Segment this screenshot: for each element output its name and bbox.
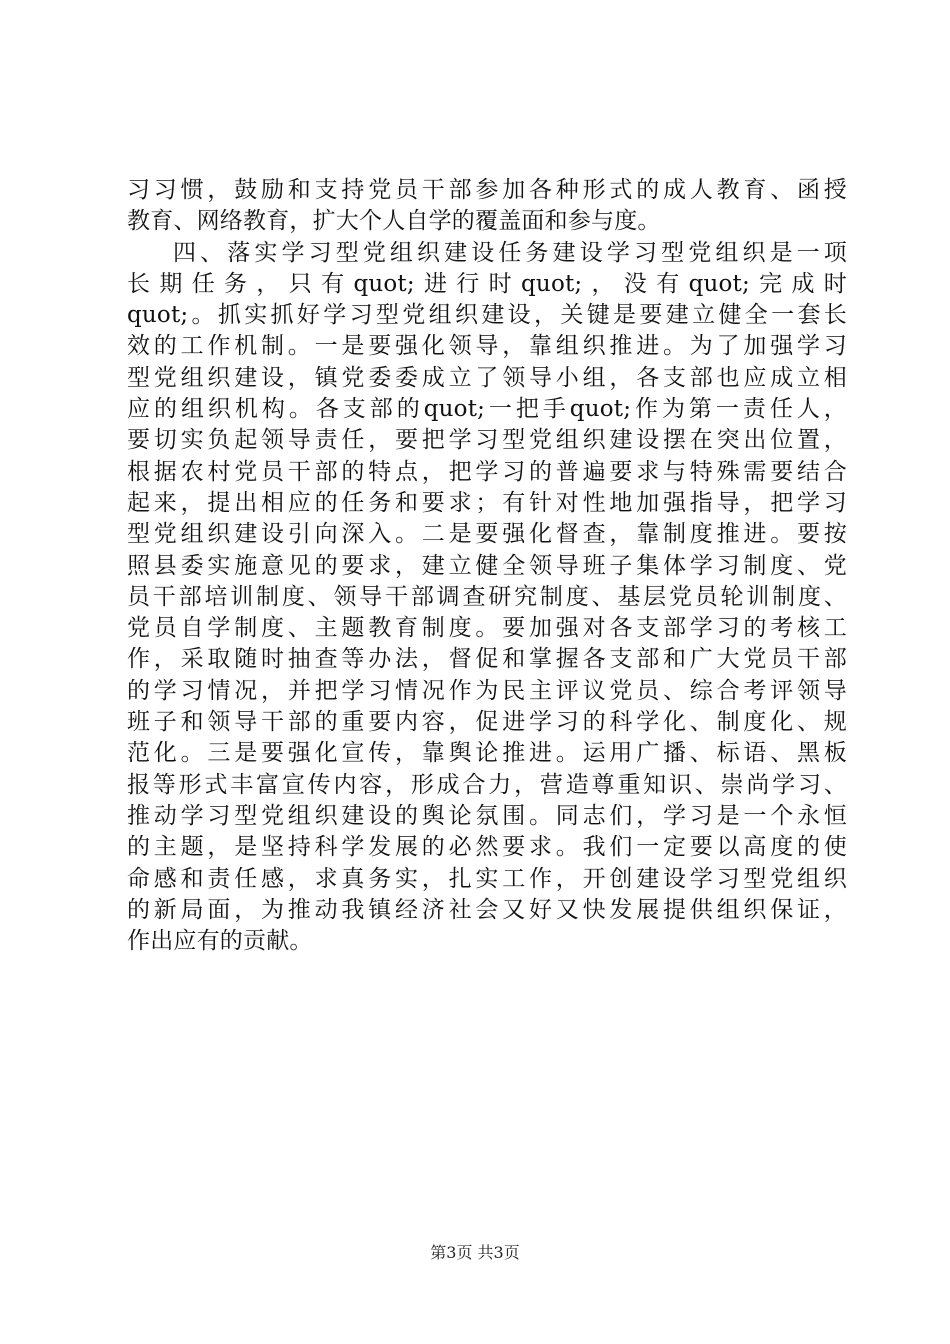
text-line: 长期任务，只有quot;进行时quot;，没有quot;完成时 (127, 270, 847, 297)
text-line: 的新局面，为推动我镇经济社会又好又快发展提供组织保证， (127, 896, 847, 923)
text-line: 推动学习型党组织建设的舆论氛围。同志们，学习是一个永恒 (127, 802, 847, 829)
text-line: 应的组织机构。各支部的quot;一把手quot;作为第一责任人， (127, 396, 847, 423)
text-line: 命感和责任感，求真务实，扎实工作，开创建设学习型党组织 (127, 865, 847, 892)
text-line: 照县委实施意见的要求，建立健全领导班子集体学习制度、党 (127, 552, 847, 579)
text-line: 教育、网络教育，扩大个人自学的覆盖面和参与度。 (127, 208, 661, 235)
paragraph-start-line: 四、落实学习型党组织建设任务建设学习型党组织是一项 (173, 239, 847, 266)
text-line: 根据农村党员干部的特点，把学习的普遍要求与特殊需要结合 (127, 458, 847, 485)
text-line: 的主题，是坚持科学发展的必然要求。我们一定要以高度的使 (127, 834, 847, 861)
text-line: 报等形式丰富宣传内容，形成合力，营造尊重知识、崇尚学习、 (127, 771, 847, 798)
text-line: 范化。三是要强化宣传，靠舆论推进。运用广播、标语、黑板 (127, 740, 847, 767)
text-line: 的学习情况，并把学习情况作为民主评议党员、综合考评领导 (127, 677, 847, 704)
text-line: 作出应有的贡献。 (127, 928, 313, 955)
text-line: 要切实负起领导责任，要把学习型党组织建设摆在突出位置， (127, 427, 847, 454)
text-line: 班子和领导干部的重要内容，促进学习的科学化、制度化、规 (127, 709, 847, 736)
text-line: 起来，提出相应的任务和要求；有针对性地加强指导，把学习 (127, 489, 847, 516)
text-line: 作，采取随时抽查等办法，督促和掌握各支部和广大党员干部 (127, 646, 847, 673)
text-line: 效的工作机制。一是要强化领导，靠组织推进。为了加强学习 (127, 333, 847, 360)
text-line: 党员自学制度、主题教育制度。要加强对各支部学习的考核工 (127, 615, 847, 642)
text-line: 员干部培训制度、领导干部调查研究制度、基层党员轮训制度、 (127, 583, 847, 610)
page-number-footer: 第3页 共3页 (430, 1243, 520, 1262)
text-line: 型党组织建设，镇党委委成立了领导小组，各支部也应成立相 (127, 364, 847, 391)
text-line: quot;。抓实抓好学习型党组织建设，关键是要建立健全一套长 (127, 302, 847, 329)
body-text (127, 175, 847, 957)
text-line: 型党组织建设引向深入。二是要强化督查，靠制度推进。要按 (127, 521, 847, 548)
text-line: 习习惯，鼓励和支持党员干部参加各种形式的成人教育、函授 (127, 177, 847, 203)
